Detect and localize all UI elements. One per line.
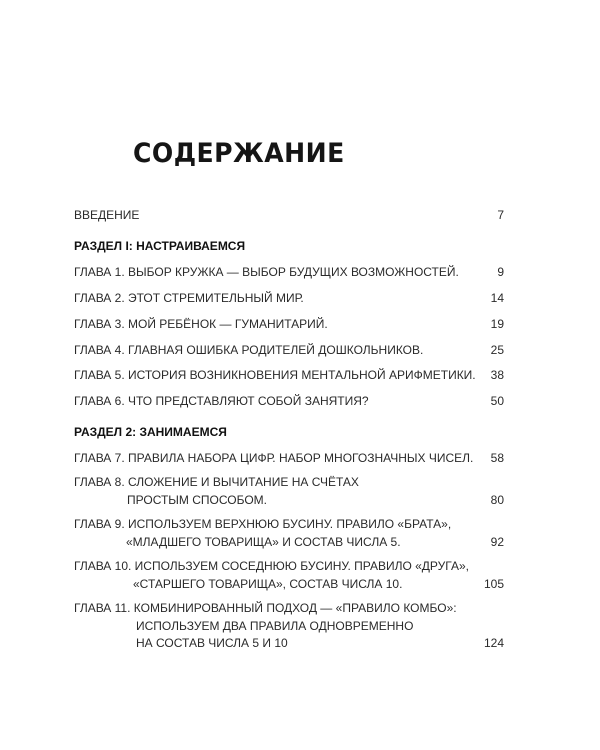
- section-heading: РАЗДЕЛ 2: ЗАНИМАЕМСЯ: [74, 425, 227, 439]
- page-number: 14: [490, 291, 504, 305]
- entry-label-continued: «СТАРШЕГО ТОВАРИЩА», СОСТАВ ЧИСЛА 10.: [133, 576, 403, 591]
- toc-entry-chapter-5[interactable]: [74, 367, 504, 385]
- entry-label-continued: НА СОСТАВ ЧИСЛА 5 И 10: [136, 636, 288, 650]
- toc-entry-intro[interactable]: [74, 207, 504, 225]
- entry-label: ГЛАВА 3. МОЙ РЕБЁНОК — ГУМАНИТАРИЙ.: [74, 317, 328, 331]
- page-number: 92: [490, 534, 504, 549]
- toc-entry-chapter-9[interactable]: [74, 516, 504, 551]
- entry-label: ГЛАВА 4. ГЛАВНАЯ ОШИБКА РОДИТЕЛЕЙ ДОШКОЛЬНИКОВ.: [74, 343, 424, 357]
- entry-label: ГЛАВА 1. ВЫБОР КРУЖКА — ВЫБОР БУДУЩИХ ВОЗМОЖНОСТЕЙ.: [74, 265, 459, 279]
- page-number: 19: [490, 317, 504, 331]
- page-number: 25: [490, 343, 504, 357]
- entry-label: ГЛАВА 6. ЧТО ПРЕДСТАВЛЯЮТ СОБОЙ ЗАНЯТИЯ?: [74, 394, 369, 408]
- page-number: 105: [483, 576, 504, 591]
- entry-label: ГЛАВА 10. ИСПОЛЬЗУЕМ СОСЕДНЮЮ БУСИНУ. ПРАВИЛО «ДРУГА»,: [74, 559, 469, 573]
- page-number: 58: [490, 451, 504, 465]
- entry-label: ГЛАВА 7. ПРАВИЛА НАБОРА ЦИФР. НАБОР МНОГОЗНАЧНЫХ ЧИСЕЛ.: [74, 451, 474, 465]
- toc-entry-chapter-6[interactable]: [74, 393, 504, 411]
- toc-entry-chapter-1[interactable]: [74, 264, 504, 282]
- page-number: 80: [490, 492, 504, 507]
- entry-label: ГЛАВА 9. ИСПОЛЬЗУЕМ ВЕРХНЮЮ БУСИНУ. ПРАВИЛО «БРАТА»,: [74, 517, 452, 531]
- page-title: СОДЕРЖАНИЕ: [133, 138, 345, 169]
- entry-label: ГЛАВА 2. ЭТОТ СТРЕМИТЕЛЬНЫЙ МИР.: [74, 291, 304, 305]
- page-number: 124: [483, 636, 504, 650]
- toc-entry-chapter-11[interactable]: [74, 600, 504, 653]
- toc-entry-chapter-3[interactable]: [74, 316, 504, 334]
- page-number: 7: [497, 208, 504, 222]
- toc-entry-chapter-4[interactable]: [74, 342, 504, 360]
- toc-entry-chapter-10[interactable]: [74, 558, 504, 593]
- entry-label-continued: «МЛАДШЕГО ТОВАРИЩА» И СОСТАВ ЧИСЛА 5.: [126, 534, 401, 549]
- entry-label-continued: ПРОСТЫМ СПОСОБОМ.: [127, 492, 268, 507]
- page-number: 38: [490, 368, 504, 382]
- toc-entry-chapter-2[interactable]: [74, 290, 504, 308]
- entry-label: ГЛАВА 8. СЛОЖЕНИЕ И ВЫЧИТАНИЕ НА СЧЁТАХ: [74, 475, 359, 489]
- entry-label: ГЛАВА 11. КОМБИНИРОВАННЫЙ ПОДХОД — «ПРАВИЛО КОМБО»:: [74, 601, 457, 615]
- entry-label-continued: ИСПОЛЬЗУЕМ ДВА ПРАВИЛА ОДНОВРЕМЕННО: [136, 618, 414, 633]
- page-number: 9: [497, 265, 504, 279]
- section-heading: РАЗДЕЛ I: НАСТРАИВАЕМСЯ: [74, 239, 246, 253]
- toc-entry-chapter-7[interactable]: [74, 450, 504, 468]
- entry-label: ВВЕДЕНИЕ: [74, 208, 140, 222]
- entry-label: ГЛАВА 5. ИСТОРИЯ ВОЗНИКНОВЕНИЯ МЕНТАЛЬНОЙ АРИФМЕТИКИ.: [74, 368, 476, 382]
- page-number: 50: [490, 394, 504, 408]
- toc-entry-chapter-8[interactable]: [74, 474, 504, 509]
